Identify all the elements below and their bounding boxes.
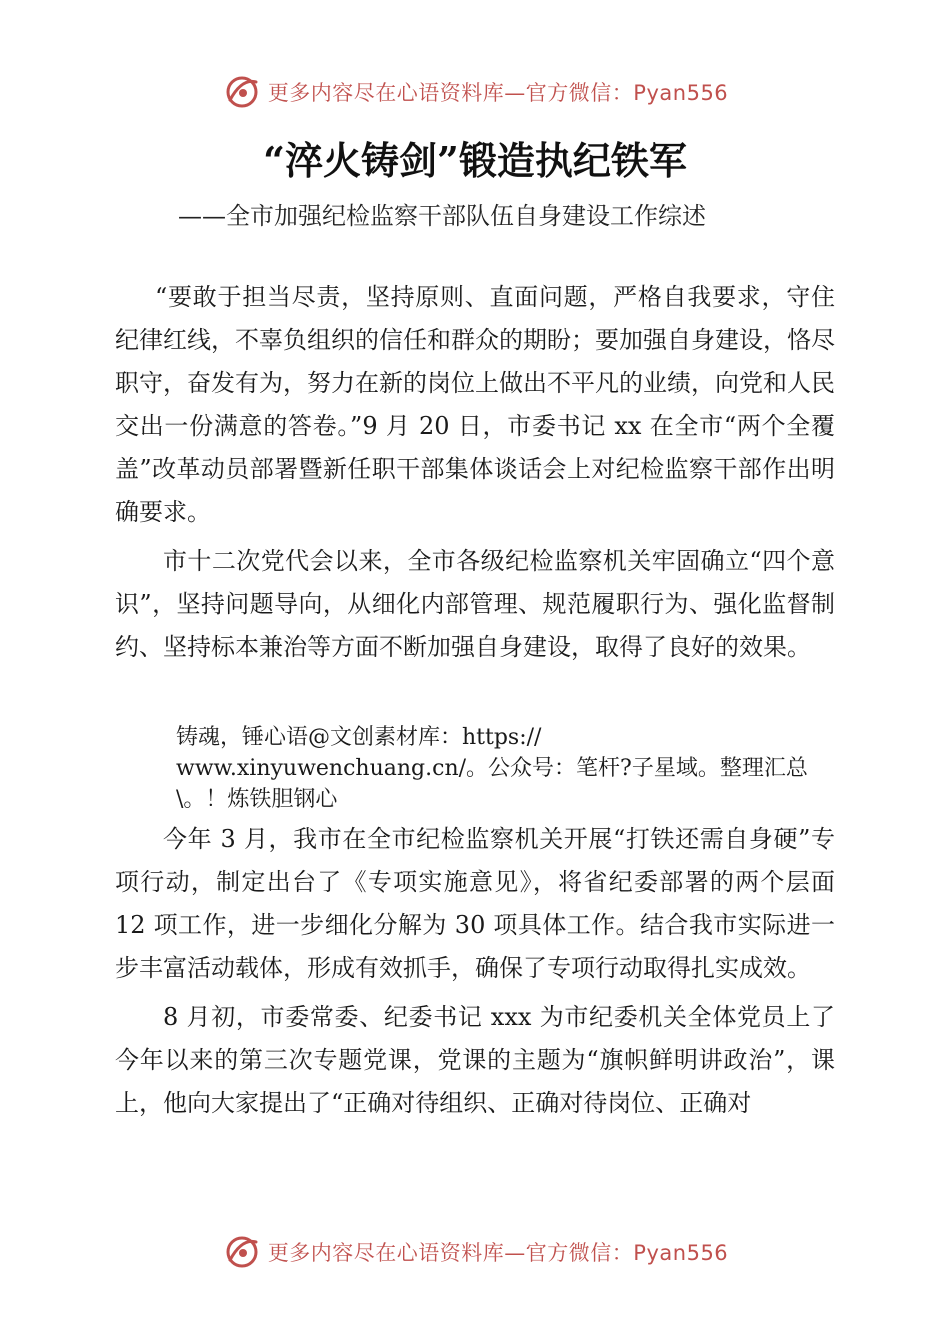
- banner-text: 更多内容尽在心语资料库—官方微信：Pyan556: [267, 1241, 729, 1265]
- brand-logo-icon: [222, 1232, 262, 1272]
- body-section-2: [115, 818, 835, 1131]
- body-section-1: [115, 276, 835, 675]
- paragraph: 市十二次党代会以来，全市各级纪检监察机关牢固确立“四个意识”，坚持问题导向，从细化内部管理、规范履职行为、强化监督制约、坚持标本兼治等方面不断加强自身建设，取得了良好的效果。: [115, 547, 835, 661]
- paragraph: “要敢于担当尽责，坚持原则、直面问题，严格自我要求，守住纪律红线，不辜负组织的信任和群众的期盼；要加强自身建设，恪尽职守，奋发有为，努力在新的岗位上做出不平凡的业绩，向党和人民交出一份满意的答卷。”9 月 20 日，市委书记 xx 在全市“两个全覆盖”改革动员部署暨新任职干部集体谈话会上对纪检监察干部作出明确要求。: [115, 283, 835, 526]
- source-note: [176, 722, 876, 815]
- paragraph: 今年 3 月，我市在全市纪检监察机关开展“打铁还需自身硬”专项行动，制定出台了《专项实施意见》，将省纪委部署的两个层面 12 项工作，进一步细化分解为 30 项具体工作。结合我市实际进一步丰富活动载体，形成有效抓手，确保了专项行动取得扎实成效。: [115, 825, 835, 982]
- bottom-banner: [0, 1230, 950, 1274]
- brand-logo-icon: [222, 72, 262, 112]
- note-line: 铸魂，锤心语@文创素材库：https://: [176, 725, 542, 750]
- banner-text: 更多内容尽在心语资料库—官方微信：Pyan556: [267, 81, 729, 105]
- document-title: “淬火铸剑”锻造执纪铁军: [263, 138, 687, 183]
- note-line: www.xinyuwenchuang.cn/。公众号：笔杆?子星域。整理汇总: [176, 756, 808, 781]
- document-subtitle: ——全市加强纪检监察干部队伍自身建设工作综述: [178, 202, 706, 230]
- note-line: \。！炼铁胆钢心: [176, 787, 338, 812]
- top-banner: [0, 70, 950, 114]
- paragraph: 8 月初，市委常委、纪委书记 xxx 为市纪委机关全体党员上了今年以来的第三次专题党课，党课的主题为“旗帜鲜明讲政治”，课上，他向大家提出了“正确对待组织、正确对待岗位、正确对: [115, 1003, 835, 1117]
